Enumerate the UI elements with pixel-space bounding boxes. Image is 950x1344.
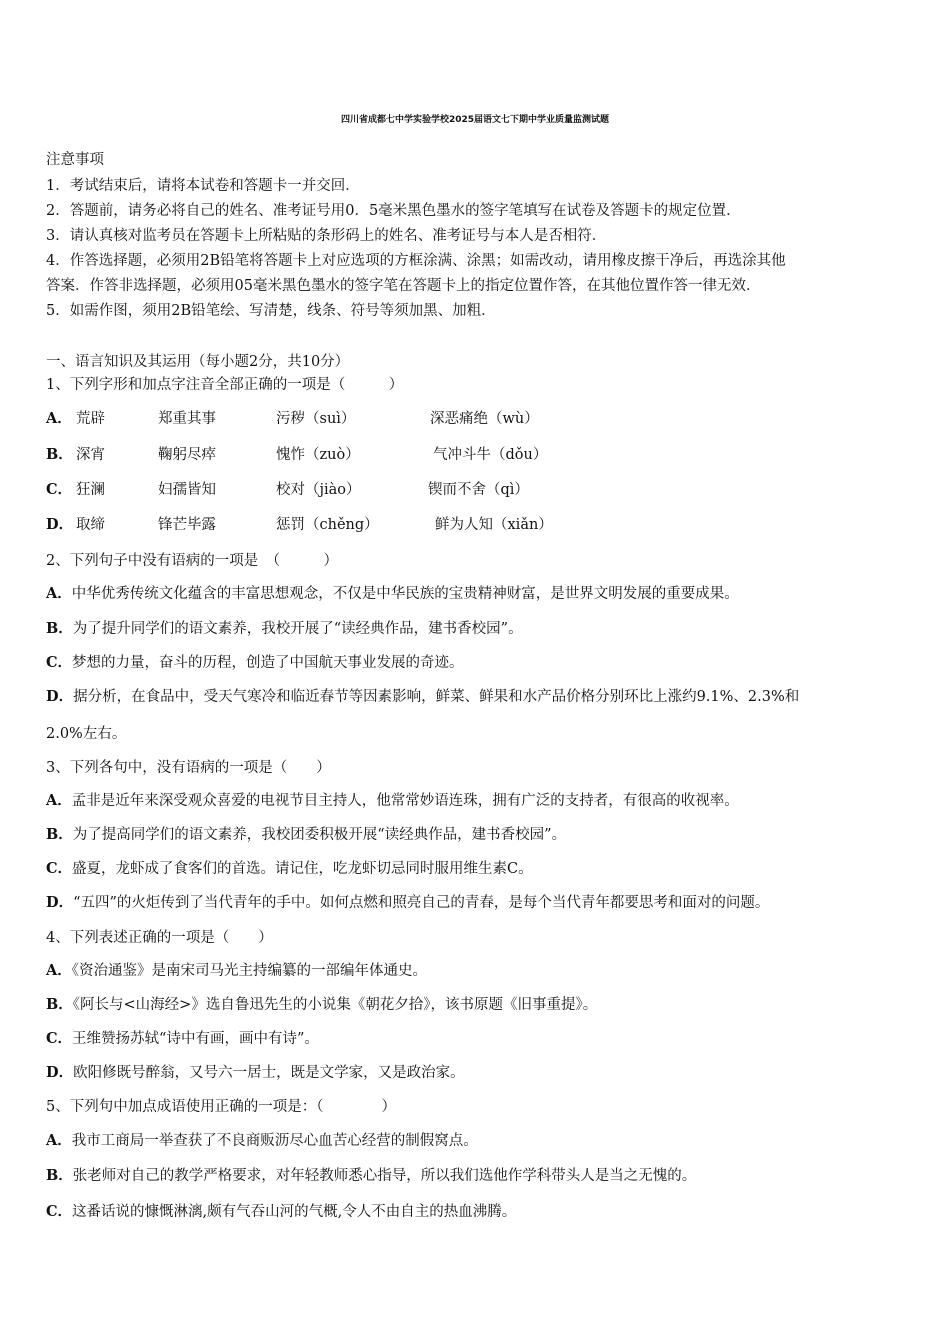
question-5-stem: 5、下列句中加点成语使用正确的一项是：（ ） xyxy=(46,1099,396,1115)
option-text: 《阿长与<山海经>》选自鲁迅先生的小说集《朝花夕拾》，该书原题《旧事重提》。 xyxy=(72,997,598,1013)
word-4: 鲜为人知（xiǎn） xyxy=(435,517,553,533)
option-label: C． xyxy=(46,860,73,877)
word-3: 愧怍（zuò） xyxy=(276,447,360,463)
word-2: 妇孺皆知 xyxy=(158,482,216,498)
q3-option-b xyxy=(46,825,566,845)
word-1: 取缔 xyxy=(76,517,105,533)
q4-option-b xyxy=(46,995,597,1015)
option-text: 我市工商局一举查获了不良商贩沥尽心血苦心经营的制假窝点。 xyxy=(71,1133,478,1149)
question-2-stem: 2、下列句子中没有语病的一项是 （ ） xyxy=(46,553,338,569)
q3-option-a xyxy=(46,791,739,811)
notice-item-1: 1．考试结束后，请将本试卷和答题卡一并交回． xyxy=(46,178,360,194)
word-4: 深恶痛绝（wù） xyxy=(430,411,539,427)
option-label: B． xyxy=(46,446,73,463)
option-text: 盛夏，龙虾成了食客们的首选。请记住，吃龙虾切忌同时服用维生素C。 xyxy=(72,861,533,877)
option-label: D． xyxy=(46,1064,74,1081)
word-3: 校对（jiào） xyxy=(276,482,361,498)
word-1: 深宵 xyxy=(76,447,105,463)
option-text: “五四”的火炬传到了当代青年的手中。如何点燃和照亮自己的青春，是每个当代青年都要思考和面对的问题。 xyxy=(73,895,770,911)
option-text: 欧阳修既号醉翁，又号六一居士，既是文学家，又是政治家。 xyxy=(73,1065,465,1081)
option-label: B． xyxy=(46,996,73,1013)
option-label: A． xyxy=(46,1132,72,1149)
notice-item-2: 2．答题前，请务必将自己的姓名、准考证号用0．5毫米黑色墨水的签字笔填写在试卷及答题卡的规定位置． xyxy=(46,203,741,219)
q5-option-a xyxy=(46,1131,478,1151)
q2-option-a xyxy=(46,584,739,604)
q2-option-b xyxy=(46,619,523,639)
option-text: 张老师对自己的教学严格要求，对年轻教师悉心指导，所以我们选他作学科带头人是当之无愧的。 xyxy=(72,1168,697,1184)
option-label: D． xyxy=(46,516,74,533)
option-label: C． xyxy=(46,1030,73,1047)
q2-option-c xyxy=(46,653,464,673)
option-label: C． xyxy=(46,654,73,671)
q2-option-d-continuation: 2.0%左右。 xyxy=(46,726,127,742)
word-3: 污秽（suì） xyxy=(276,411,356,427)
page-title: 四川省成都七中学实验学校2025届语文七下期中学业质量监测试题 xyxy=(340,115,610,125)
q5-option-c xyxy=(46,1202,516,1222)
option-text: 这番话说的慷慨淋漓,颇有气吞山河的气概,令人不由自主的热血沸腾。 xyxy=(72,1204,517,1220)
option-label: B． xyxy=(46,826,73,843)
question-4-stem: 4、下列表述正确的一项是（ ） xyxy=(46,930,273,946)
notice-item-5: 5．如需作图，须用2B铅笔绘、写清楚，线条、符号等须加黑、加粗． xyxy=(46,303,496,319)
option-text: 梦想的力量，奋斗的历程，创造了中国航天事业发展的奇迹。 xyxy=(72,655,464,671)
option-label: D． xyxy=(46,688,74,705)
option-text: 据分析，在食品中，受天气寒冷和临近春节等因素影响，鲜菜、鲜果和水产品价格分别环比上涨约9.1%、2.3%和 xyxy=(73,689,800,705)
option-text: 王维赞扬苏轼“诗中有画，画中有诗”。 xyxy=(72,1031,319,1047)
word-1: 荒辟 xyxy=(76,411,105,427)
q3-option-c xyxy=(46,859,533,879)
q4-option-d xyxy=(46,1063,465,1083)
option-label: A． xyxy=(46,410,72,427)
option-text: 为了提高同学们的语文素养，我校团委积极开展“读经典作品，建书香校园”。 xyxy=(72,827,567,843)
option-label: D． xyxy=(46,894,74,911)
option-label: A． xyxy=(46,585,72,602)
word-2: 郑重其事 xyxy=(158,411,216,427)
q4-option-c xyxy=(46,1029,319,1049)
q4-option-a xyxy=(46,961,427,981)
option-label: A． xyxy=(46,792,72,809)
notice-item-4: 4．作答选择题，必须用2B铅笔将答题卡上对应选项的方框涂满、涂黑；如需改动，请用橡皮擦干净后，再选涂其他 xyxy=(46,253,786,269)
option-text: 孟非是近年来深受观众喜爱的电视节目主持人，他常常妙语连珠，拥有广泛的支持者，有很高的收视率。 xyxy=(71,793,739,809)
word-2: 锋芒毕露 xyxy=(158,517,216,533)
word-2: 鞠躬尽瘁 xyxy=(158,447,216,463)
option-label: C． xyxy=(46,481,73,498)
question-1-stem: 1、下列字形和加点字注音全部正确的一项是（ ） xyxy=(46,377,404,393)
option-label: B． xyxy=(46,1167,73,1184)
q2-option-d xyxy=(46,687,799,707)
notice-heading: 注意事项 xyxy=(46,152,104,168)
option-text: 为了提升同学们的语文素养，我校开展了“读经典作品，建书香校园”。 xyxy=(72,621,523,637)
notice-item-4-cont: 答案．作答非选择题，必须用05毫米黑色墨水的签字笔在答题卡上的指定位置作答，在其他位置作答一律无效． xyxy=(46,278,761,294)
option-text: 《资治通鉴》是南宋司马光主持编纂的一部编年体通史。 xyxy=(71,963,428,979)
q5-option-b xyxy=(46,1166,696,1186)
word-4: 气冲斗牛（dǒu） xyxy=(433,447,548,463)
question-3-stem: 3、下列各句中，没有语病的一项是（ ） xyxy=(46,760,331,776)
word-4: 锲而不舍（qì） xyxy=(428,482,529,498)
notice-item-3: 3．请认真核对监考员在答题卡上所粘贴的条形码上的姓名、准考证号与本人是否相符． xyxy=(46,228,607,244)
option-text: 中华优秀传统文化蕴含的丰富思想观念，不仅是中华民族的宝贵精神财富，是世界文明发展的重要成果。 xyxy=(71,586,739,602)
word-3: 惩罚（chěng） xyxy=(276,517,379,533)
word-1: 狂澜 xyxy=(76,482,105,498)
section-heading: 一、语言知识及其运用（每小题2分，共10分） xyxy=(46,354,350,370)
option-label: B． xyxy=(46,620,73,637)
q3-option-d xyxy=(46,893,769,913)
option-label: C． xyxy=(46,1203,73,1220)
option-label: A． xyxy=(46,962,72,979)
